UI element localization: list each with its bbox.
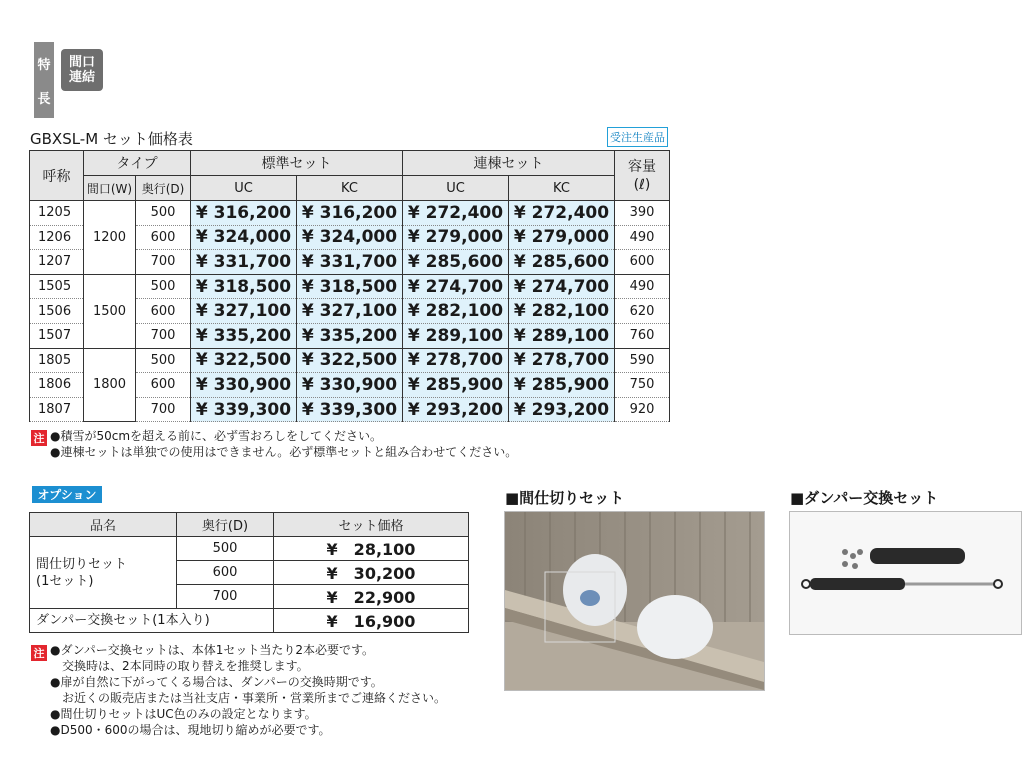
price-standard-kc: ¥ 322,500 bbox=[297, 348, 403, 373]
row-code: 1805 bbox=[30, 348, 84, 373]
price-standard-uc: ¥ 335,200 bbox=[191, 323, 297, 348]
price-standard-kc: ¥ 331,700 bbox=[297, 250, 403, 275]
price-connect-kc: ¥ 272,400 bbox=[509, 201, 615, 226]
price-connect-uc: ¥ 285,900 bbox=[403, 373, 509, 398]
price-connect-kc: ¥ 285,900 bbox=[509, 373, 615, 398]
option-header-item: 品名 bbox=[30, 513, 177, 537]
row-depth: 600 bbox=[136, 373, 191, 398]
option-table bbox=[29, 512, 469, 633]
price-connect-kc: ¥ 282,100 bbox=[509, 299, 615, 324]
price-standard-uc: ¥ 322,500 bbox=[191, 348, 297, 373]
price-connect-kc: ¥ 279,000 bbox=[509, 225, 615, 250]
divider-photo-image bbox=[505, 512, 764, 690]
price-standard-uc: ¥ 327,100 bbox=[191, 299, 297, 324]
option-header-price: セット価格 bbox=[274, 513, 469, 537]
damper-photo-image bbox=[790, 512, 1021, 634]
option-depth: 500 bbox=[177, 537, 274, 561]
price-connect-uc: ¥ 293,200 bbox=[403, 397, 509, 422]
price-connect-uc: ¥ 289,100 bbox=[403, 323, 509, 348]
note-line: ●間仕切りセットはUC色のみの設定となります。 bbox=[50, 707, 317, 721]
note-line: ●D500・600の場合は、現地切り縮めが必要です。 bbox=[50, 723, 331, 737]
option-price: ¥ 28,100 bbox=[274, 537, 469, 561]
row-depth: 700 bbox=[136, 397, 191, 422]
row-capacity: 620 bbox=[615, 299, 670, 324]
note-line: ●連棟セットは単独での使用はできません。必ず標準セットと組み合わせてください。 bbox=[50, 445, 518, 459]
header-standard: 標準セット bbox=[191, 151, 403, 176]
price-standard-uc: ¥ 316,200 bbox=[191, 201, 297, 226]
price-connect-kc: ¥ 274,700 bbox=[509, 274, 615, 299]
option-depth: 600 bbox=[177, 561, 274, 585]
row-depth: 500 bbox=[136, 201, 191, 226]
price-connect-uc: ¥ 272,400 bbox=[403, 201, 509, 226]
row-capacity: 760 bbox=[615, 323, 670, 348]
row-code: 1206 bbox=[30, 225, 84, 250]
header-connect-kc: KC bbox=[509, 176, 615, 201]
row-depth: 600 bbox=[136, 299, 191, 324]
price-standard-kc: ¥ 316,200 bbox=[297, 201, 403, 226]
note-line: ●ダンパー交換セットは、本体1セット当たり2本必要です。 bbox=[50, 643, 375, 657]
feature-tag-top: 特 bbox=[37, 57, 51, 73]
price-standard-kc: ¥ 330,900 bbox=[297, 373, 403, 398]
row-capacity: 490 bbox=[615, 274, 670, 299]
option-price: ¥ 30,200 bbox=[274, 561, 469, 585]
row-depth: 600 bbox=[136, 225, 191, 250]
row-capacity: 490 bbox=[615, 225, 670, 250]
row-width: 1500 bbox=[84, 274, 136, 348]
feature-chip-line2: 連結 bbox=[68, 70, 95, 85]
note-line: ●扉が自然に下がってくる場合は、ダンパーの交換時期です。 bbox=[50, 675, 383, 689]
row-width: 1800 bbox=[84, 348, 136, 422]
row-code: 1807 bbox=[30, 397, 84, 422]
price-standard-kc: ¥ 339,300 bbox=[297, 397, 403, 422]
price-standard-kc: ¥ 335,200 bbox=[297, 323, 403, 348]
divider-photo bbox=[504, 511, 765, 691]
option-row bbox=[30, 537, 469, 561]
option-damper-name: ダンパー交換セット(1本入り) bbox=[30, 609, 274, 633]
header-standard-kc: KC bbox=[297, 176, 403, 201]
price-connect-kc: ¥ 293,200 bbox=[509, 397, 615, 422]
row-depth: 500 bbox=[136, 348, 191, 373]
row-depth: 700 bbox=[136, 250, 191, 275]
price-standard-uc: ¥ 324,000 bbox=[191, 225, 297, 250]
price-connect-uc: ¥ 282,100 bbox=[403, 299, 509, 324]
notes-option bbox=[50, 642, 446, 738]
note-tag: 注 bbox=[31, 645, 47, 661]
row-code: 1205 bbox=[30, 201, 84, 226]
table-row bbox=[30, 274, 670, 299]
note-line: お近くの販売店または当社支店・事業所・営業所までご連絡ください。 bbox=[50, 691, 447, 705]
row-depth: 500 bbox=[136, 274, 191, 299]
option-divider-name bbox=[30, 537, 177, 609]
header-depth: 奥行(D) bbox=[136, 176, 191, 201]
feature-tag-bottom: 長 bbox=[37, 91, 51, 107]
price-standard-uc: ¥ 331,700 bbox=[191, 250, 297, 275]
price-connect-kc: ¥ 285,600 bbox=[509, 250, 615, 275]
row-code: 1207 bbox=[30, 250, 84, 275]
price-connect-uc: ¥ 278,700 bbox=[403, 348, 509, 373]
header-capacity bbox=[615, 151, 670, 201]
price-connect-kc: ¥ 289,100 bbox=[509, 323, 615, 348]
option-price: ¥ 22,900 bbox=[274, 585, 469, 609]
header-connect-uc: UC bbox=[403, 176, 509, 201]
price-standard-kc: ¥ 318,500 bbox=[297, 274, 403, 299]
row-code: 1806 bbox=[30, 373, 84, 398]
price-standard-kc: ¥ 327,100 bbox=[297, 299, 403, 324]
divider-photo-title: ■間仕切りセット bbox=[505, 489, 625, 507]
price-connect-uc: ¥ 285,600 bbox=[403, 250, 509, 275]
row-code: 1505 bbox=[30, 274, 84, 299]
option-divider-name-line1: 間仕切りセット bbox=[36, 556, 128, 572]
table-row bbox=[30, 201, 670, 226]
price-standard-uc: ¥ 330,900 bbox=[191, 373, 297, 398]
row-capacity: 920 bbox=[615, 397, 670, 422]
row-capacity: 590 bbox=[615, 348, 670, 373]
note-tag: 注 bbox=[31, 430, 47, 446]
header-capacity-label: 容量 bbox=[628, 158, 656, 175]
row-code: 1506 bbox=[30, 299, 84, 324]
damper-photo bbox=[789, 511, 1022, 635]
price-standard-uc: ¥ 339,300 bbox=[191, 397, 297, 422]
note-line: 交換時は、2本同時の取り替えを推奨します。 bbox=[50, 659, 309, 673]
price-connect-uc: ¥ 279,000 bbox=[403, 225, 509, 250]
row-capacity: 600 bbox=[615, 250, 670, 275]
header-width: 間口(W) bbox=[84, 176, 136, 201]
header-name: 呼称 bbox=[30, 151, 84, 201]
row-capacity: 750 bbox=[615, 373, 670, 398]
row-width: 1200 bbox=[84, 201, 136, 275]
row-depth: 700 bbox=[136, 323, 191, 348]
feature-chip-line1: 間口 bbox=[68, 55, 95, 70]
option-divider-name-line2: (1セット) bbox=[36, 573, 94, 589]
damper-photo-title: ■ダンパー交換セット bbox=[790, 489, 939, 507]
price-standard-uc: ¥ 318,500 bbox=[191, 274, 297, 299]
option-tag: オプション bbox=[32, 486, 102, 503]
option-header-depth: 奥行(D) bbox=[177, 513, 274, 537]
price-connect-kc: ¥ 278,700 bbox=[509, 348, 615, 373]
price-standard-kc: ¥ 324,000 bbox=[297, 225, 403, 250]
feature-tag bbox=[34, 42, 54, 118]
header-capacity-unit: (ℓ) bbox=[633, 176, 651, 193]
header-connect: 連棟セット bbox=[403, 151, 615, 176]
price-table bbox=[29, 150, 670, 422]
table-title: GBXSL-M セット価格表 bbox=[30, 130, 193, 148]
note-line: ●積雪が50cmを超える前に、必ず雪おろしをしてください。 bbox=[50, 429, 383, 443]
header-type: タイプ bbox=[84, 151, 191, 176]
option-row bbox=[30, 609, 469, 633]
notes-snow bbox=[50, 428, 517, 460]
option-depth: 700 bbox=[177, 585, 274, 609]
order-badge: 受注生産品 bbox=[607, 127, 668, 147]
option-damper-price: ¥ 16,900 bbox=[274, 609, 469, 633]
row-code: 1507 bbox=[30, 323, 84, 348]
row-capacity: 390 bbox=[615, 201, 670, 226]
table-row bbox=[30, 348, 670, 373]
header-standard-uc: UC bbox=[191, 176, 297, 201]
feature-chip bbox=[61, 49, 103, 91]
price-connect-uc: ¥ 274,700 bbox=[403, 274, 509, 299]
